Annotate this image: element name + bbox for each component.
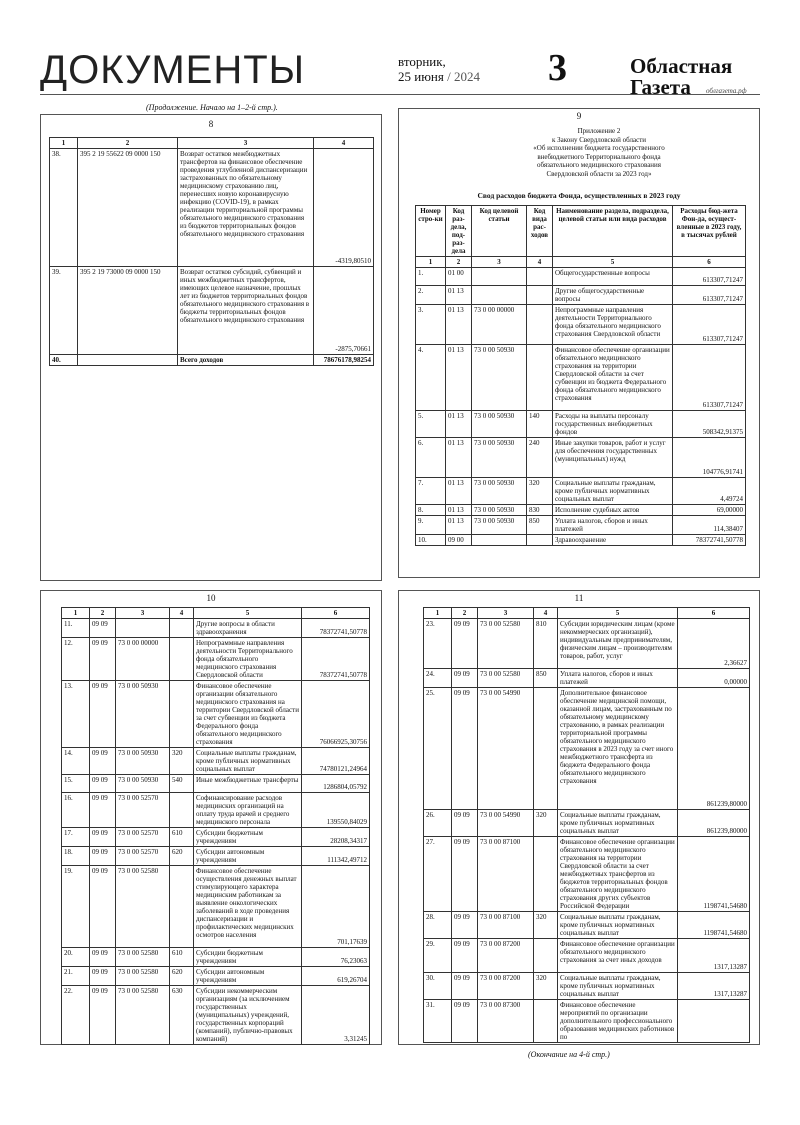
- expense-name: Субсидии автономным учреждениям: [194, 847, 302, 866]
- row-number: 22.: [62, 986, 90, 1045]
- amount: 104776,91741: [673, 438, 746, 478]
- amount: 74780121,24964: [302, 748, 370, 775]
- target-code: 73 0 00 54990: [478, 810, 534, 837]
- amount: 508342,91375: [673, 411, 746, 438]
- row-number: 28.: [424, 912, 452, 939]
- expense-kind-code: 140: [527, 411, 553, 438]
- section-code: 09 09: [452, 939, 478, 973]
- expense-kind-code: 850: [527, 516, 553, 535]
- column-number: 1: [416, 257, 446, 268]
- section-code: 01 13: [446, 286, 472, 305]
- expense-kind-code: 810: [534, 619, 558, 669]
- column-number-row: [416, 257, 746, 268]
- expense-name: Субсидии бюджетным учреждениям: [194, 948, 302, 967]
- target-code: 73 0 00 50930: [472, 345, 527, 411]
- row-number: 5.: [416, 411, 446, 438]
- table-row: [416, 286, 746, 305]
- expense-kind-code: [170, 866, 194, 948]
- section-code: 09 09: [90, 986, 116, 1045]
- expense-name: Непрограммные направления деятельности Территориального фонда обязательного медицинского страхования Свердловской области: [553, 305, 673, 345]
- expense-kind-code: 610: [170, 948, 194, 967]
- section-code: 09 09: [90, 967, 116, 986]
- table-row: [424, 1000, 750, 1043]
- expense-name: Финансовое обеспечение организации обязательного медицинского страхования на территории Свердловской области за счет межбюджетных трансфертов из бюджетов территориальных фондов обязательного медицинского страхования других субъектов Российской Федерации: [558, 837, 678, 912]
- appendix-line: к Закону Свердловской области: [551, 135, 647, 144]
- row-number: 26.: [424, 810, 452, 837]
- column-header: Код раз-дела, под-раз-дела: [446, 206, 472, 257]
- logo-line-2: Газета: [630, 75, 691, 99]
- expense-kind-code: [170, 681, 194, 748]
- target-code: 73 0 00 50930: [472, 505, 527, 516]
- table-row: [62, 748, 370, 775]
- row-number: 23.: [424, 619, 452, 669]
- target-code: 73 0 00 50930: [116, 775, 170, 793]
- section-code: 01 13: [446, 345, 472, 411]
- column-number: 2: [446, 257, 472, 268]
- column-number: 2: [78, 138, 178, 149]
- amount: 3,31245: [302, 986, 370, 1045]
- table-row: [62, 986, 370, 1045]
- section-code: 01 13: [446, 516, 472, 535]
- target-code: 73 0 00 87100: [478, 837, 534, 912]
- column-number-row: [62, 608, 370, 619]
- logo-line-1: Областная: [630, 54, 733, 78]
- column-number-row: [424, 608, 750, 619]
- row-number: 6.: [416, 438, 446, 478]
- issue-year: / 2024: [447, 69, 480, 84]
- amount: 78372741,50778: [673, 535, 746, 546]
- table-row: [424, 669, 750, 688]
- issue-day: 25 июня: [398, 69, 444, 84]
- expense-name: Социальные выплаты гражданам, кроме публичных нормативных социальных выплат: [558, 912, 678, 939]
- row-number: 20.: [62, 948, 90, 967]
- expense-kind-code: 320: [534, 810, 558, 837]
- amount: 78372741,50778: [302, 638, 370, 681]
- expense-table: [415, 205, 746, 546]
- amount: 613307,71247: [673, 286, 746, 305]
- table-row: [62, 775, 370, 793]
- table-row: [424, 939, 750, 973]
- table-row: [416, 345, 746, 411]
- amount: [678, 1000, 750, 1043]
- expense-kind-code: [170, 793, 194, 828]
- row-number: 1.: [416, 268, 446, 286]
- amount: 1198741,54680: [678, 912, 750, 939]
- column-number: 6: [302, 608, 370, 619]
- table-row: [50, 355, 374, 366]
- amount: 1317,13287: [678, 939, 750, 973]
- table-row: [424, 810, 750, 837]
- expense-kind-code: [527, 268, 553, 286]
- section-code: 09 09: [90, 793, 116, 828]
- target-code: 73 0 00 52580: [478, 669, 534, 688]
- amount: 69,00000: [673, 505, 746, 516]
- expense-name: Уплата налогов, сборов и иных платежей: [558, 669, 678, 688]
- amount: 139550,84029: [302, 793, 370, 828]
- row-number: 39.: [50, 267, 78, 355]
- section-code: 09 09: [90, 638, 116, 681]
- expense-name: Финансовое обеспечение организации обязательного медицинского страхования на территории Свердловской области за счет субвенции из бюджета Федерального фонда обязательного медицинского страхования: [194, 681, 302, 748]
- column-number: 1: [62, 608, 90, 619]
- expense-kind-code: [534, 1000, 558, 1043]
- expense-kind-code: 620: [170, 967, 194, 986]
- section-code: 09 09: [90, 748, 116, 775]
- column-number-row: [50, 138, 374, 149]
- column-header: Расходы бюд-жета Фон-да, осущест-вленные в 2023 году, в тысячах рублей: [673, 206, 746, 257]
- row-number: 24.: [424, 669, 452, 688]
- target-code: 73 0 00 87100: [478, 912, 534, 939]
- expense-kind-code: 320: [170, 748, 194, 775]
- income-table: [49, 137, 374, 366]
- column-number: 4: [534, 608, 558, 619]
- column-number: 4: [170, 608, 194, 619]
- target-code: 73 0 00 52580: [478, 619, 534, 669]
- expense-name: Финансовое обеспечение мероприятий по организации дополнительного профессионального образования медицинских работников по: [558, 1000, 678, 1043]
- amount: 76,23063: [302, 948, 370, 967]
- expense-name: Расходы на выплаты персоналу государственных внебюджетных фондов: [553, 411, 673, 438]
- table-row: [424, 973, 750, 1000]
- column-number: 6: [673, 257, 746, 268]
- continuation-note: (Продолжение. Начало на 1–2-й стр.).: [146, 103, 278, 112]
- column-number: 1: [424, 608, 452, 619]
- income-name: Возврат остатков субсидий, субвенций и иных межбюджетных трансфертов, имеющих целевое назначение, прошлых лет из бюджетов территориальных фондов обязательного медицинского страхования в бюджеты территориальных фондов обязательного медицинского страхования: [178, 267, 314, 355]
- expense-kind-code: [527, 286, 553, 305]
- expense-kind-code: 630: [170, 986, 194, 1045]
- column-header: Код целевой статьи: [472, 206, 527, 257]
- expense-kind-code: [170, 638, 194, 681]
- column-number: 1: [50, 138, 78, 149]
- income-name: Всего доходов: [178, 355, 314, 366]
- target-code: 73 0 00 54990: [478, 688, 534, 810]
- row-number: 29.: [424, 939, 452, 973]
- document-page-8: [40, 114, 382, 581]
- document-page-11: [398, 590, 760, 1045]
- appendix-line: «Об исполнении бюджета государственного: [533, 144, 665, 152]
- expense-kind-code: [527, 345, 553, 411]
- page-number: 3: [548, 47, 567, 89]
- page-label: 11: [574, 593, 584, 603]
- row-number: 2.: [416, 286, 446, 305]
- column-header: Код вида рас-ходов: [527, 206, 553, 257]
- appendix-line: внебюджетного Территориального фонда: [537, 152, 661, 161]
- target-code: 73 0 00 00000: [116, 638, 170, 681]
- expense-name: Иные межбюджетные трансферты: [194, 775, 302, 793]
- row-number: 8.: [416, 505, 446, 516]
- expense-table: [423, 607, 750, 1043]
- expense-name: Финансовое обеспечение организации обязательного медицинского страхования на территории Свердловской области за счет субвенции из бюджета Федерального фонда обязательного медицинского страхования: [553, 345, 673, 411]
- section-code: 01 13: [446, 478, 472, 505]
- end-note: (Окончание на 4-й стр.): [528, 1050, 610, 1059]
- column-number: 2: [90, 608, 116, 619]
- row-number: 16.: [62, 793, 90, 828]
- table-row: [424, 619, 750, 669]
- expense-name: Субсидии некоммерческим организациям (за исключением государственных (муниципальных) учреждений, государственных корпораций (компаний), публично-правовых компаний): [194, 986, 302, 1045]
- section-code: 09 09: [452, 688, 478, 810]
- table-row: [62, 793, 370, 828]
- amount: 114,38407: [673, 516, 746, 535]
- row-number: 14.: [62, 748, 90, 775]
- amount: 76066925,30756: [302, 681, 370, 748]
- table-row: [62, 866, 370, 948]
- amount: 861239,80000: [678, 810, 750, 837]
- expense-name: Иные закупки товаров, работ и услуг для обеспечения государственных (муниципальных) нужд: [553, 438, 673, 478]
- expense-kind-code: 610: [170, 828, 194, 847]
- section-code: 09 00: [446, 535, 472, 546]
- table-row: [50, 267, 374, 355]
- expense-kind-code: [527, 535, 553, 546]
- section-code: 09 09: [90, 866, 116, 948]
- table-row: [62, 638, 370, 681]
- row-number: 12.: [62, 638, 90, 681]
- table-row: [424, 912, 750, 939]
- expense-table: [61, 607, 370, 1045]
- row-number: 7.: [416, 478, 446, 505]
- target-code: 73 0 00 50930: [116, 748, 170, 775]
- target-code: 73 0 00 00000: [472, 305, 527, 345]
- expense-kind-code: 620: [170, 847, 194, 866]
- expense-name: Другие общегосударственные вопросы: [553, 286, 673, 305]
- section-code: 09 09: [90, 828, 116, 847]
- expense-kind-code: [527, 305, 553, 345]
- row-number: 30.: [424, 973, 452, 1000]
- expense-name: Финансовое обеспечение организации обязательного медицинского страхования за счет иных доходов: [558, 939, 678, 973]
- column-number: 2: [452, 608, 478, 619]
- column-header: Номер стро-ки: [416, 206, 446, 257]
- section-code: 09 09: [452, 810, 478, 837]
- column-number: 4: [314, 138, 374, 149]
- amount: 2,36627: [678, 619, 750, 669]
- amount: 78676178,98254: [314, 355, 374, 366]
- expense-name: Исполнение судебных актов: [553, 505, 673, 516]
- column-number: 4: [527, 257, 553, 268]
- income-code: 395 2 19 73000 09 0000 150: [78, 267, 178, 355]
- amount: -2875,70661: [314, 267, 374, 355]
- target-code: 73 0 00 50930: [472, 516, 527, 535]
- column-number: 6: [678, 608, 750, 619]
- expense-name: Уплата налогов, сборов и иных платежей: [553, 516, 673, 535]
- column-number: 5: [558, 608, 678, 619]
- amount: -4319,80510: [314, 149, 374, 267]
- issue-weekday: вторник,: [398, 54, 446, 69]
- column-number: 3: [472, 257, 527, 268]
- expense-kind-code: [534, 939, 558, 973]
- expense-name: Финансовое обеспечение осуществления денежных выплат стимулирующего характера медицинским работникам за выявление онкологических заболеваний в ходе проведения диспансеризации и профилактических медицинских осмотров населения: [194, 866, 302, 948]
- column-number: 5: [553, 257, 673, 268]
- amount: 111342,49712: [302, 847, 370, 866]
- table-row: [416, 478, 746, 505]
- expense-name: Субсидии бюджетным учреждениям: [194, 828, 302, 847]
- table-row: [424, 688, 750, 810]
- section-code: 01 13: [446, 411, 472, 438]
- amount: 613307,71247: [673, 305, 746, 345]
- table-row: [416, 411, 746, 438]
- amount: 0,00000: [678, 669, 750, 688]
- section-code: 09 09: [452, 973, 478, 1000]
- amount: 613307,71247: [673, 268, 746, 286]
- document-page-9: [398, 108, 760, 578]
- table-row: [416, 535, 746, 546]
- target-code: [472, 268, 527, 286]
- income-code: 395 2 19 55622 09 0000 150: [78, 149, 178, 267]
- section-code: 09 09: [452, 669, 478, 688]
- target-code: 73 0 00 52580: [116, 866, 170, 948]
- target-code: 73 0 00 52570: [116, 847, 170, 866]
- income-code: [78, 355, 178, 366]
- section-code: 09 09: [452, 619, 478, 669]
- target-code: 73 0 00 52580: [116, 948, 170, 967]
- amount: 1198741,54680: [678, 837, 750, 912]
- section-code: 09 09: [452, 912, 478, 939]
- appendix-line: обязательного медицинского страхования: [536, 161, 662, 169]
- expense-name: Субсидии юридическим лицам (кроме некоммерческих организаций), индивидуальным предпринимателям, физическим лицам – производителям товаров, работ, услуг: [558, 619, 678, 669]
- target-code: 73 0 00 87300: [478, 1000, 534, 1043]
- row-number: 25.: [424, 688, 452, 810]
- amount: 619,26704: [302, 967, 370, 986]
- amount: 4,49724: [673, 478, 746, 505]
- row-number: 4.: [416, 345, 446, 411]
- expense-name: Социальные выплаты гражданам, кроме публичных нормативных социальных выплат: [558, 973, 678, 1000]
- table-row: [62, 847, 370, 866]
- expense-kind-code: 320: [534, 973, 558, 1000]
- target-code: 73 0 00 52570: [116, 793, 170, 828]
- expense-kind-code: 320: [534, 912, 558, 939]
- target-code: 73 0 00 87200: [478, 973, 534, 1000]
- amount: 613307,71247: [673, 345, 746, 411]
- row-number: 21.: [62, 967, 90, 986]
- target-code: 73 0 00 50930: [472, 478, 527, 505]
- target-code: 73 0 00 52580: [116, 986, 170, 1045]
- table-row: [424, 837, 750, 912]
- table-row: [416, 438, 746, 478]
- row-number: 19.: [62, 866, 90, 948]
- table-row: [62, 967, 370, 986]
- page-label: 9: [576, 111, 582, 121]
- table-row: [62, 619, 370, 638]
- row-number: 3.: [416, 305, 446, 345]
- page-label: 8: [208, 119, 214, 129]
- document-page-10: [40, 590, 382, 1045]
- table-row: [416, 268, 746, 286]
- appendix-heading: [399, 127, 759, 178]
- section-code: 01 00: [446, 268, 472, 286]
- expense-name: Другие вопросы в области здравоохранения: [194, 619, 302, 638]
- column-number: 3: [178, 138, 314, 149]
- target-code: 73 0 00 52580: [116, 967, 170, 986]
- section-code: 01 13: [446, 305, 472, 345]
- header-row: [416, 206, 746, 257]
- issue-date: [398, 54, 480, 84]
- target-code: 73 0 00 50930: [116, 681, 170, 748]
- expense-name: Софинансирование расходов медицинских организаций на оплату труда врачей и среднего медицинского персонала: [194, 793, 302, 828]
- appendix-line: Приложение 2: [577, 127, 621, 135]
- target-code: 73 0 00 87200: [478, 939, 534, 973]
- row-number: 18.: [62, 847, 90, 866]
- expense-name: Социальные выплаты гражданам, кроме публичных нормативных социальных выплат: [194, 748, 302, 775]
- table-row: [416, 516, 746, 535]
- amount: 78372741,50778: [302, 619, 370, 638]
- amount: 1286804,05792: [302, 775, 370, 793]
- row-number: 13.: [62, 681, 90, 748]
- section-code: 09 09: [452, 1000, 478, 1043]
- table-row: [416, 505, 746, 516]
- expense-name: Общегосударственные вопросы: [553, 268, 673, 286]
- row-number: 10.: [416, 535, 446, 546]
- section-code: 01 13: [446, 438, 472, 478]
- table-title: Свод расходов бюджета Фонда, осуществленных в 2023 году: [477, 191, 681, 200]
- expense-kind-code: 850: [534, 669, 558, 688]
- expense-name: Социальные выплаты гражданам, кроме публичных нормативных социальных выплат: [558, 810, 678, 837]
- row-number: 40.: [50, 355, 78, 366]
- expense-kind-code: 240: [527, 438, 553, 478]
- target-code: [116, 619, 170, 638]
- amount: 701,17639: [302, 866, 370, 948]
- row-number: 38.: [50, 149, 78, 267]
- expense-name: Дополнительное финансовое обеспечение медицинской помощи, оказанной лицам, застрахованным по обязательному медицинскому страхованию, в рамках реализации территориальной программы обязательного медицинского страхования в 2023 году за счет иного межбюджетного трансферта из бюджета Федерального фонда обязательного медицинского страхования: [558, 688, 678, 810]
- section-code: 09 09: [90, 681, 116, 748]
- expense-name: Субсидии автономным учреждениям: [194, 967, 302, 986]
- expense-name: Здравоохранение: [553, 535, 673, 546]
- section-code: 09 09: [90, 619, 116, 638]
- row-number: 15.: [62, 775, 90, 793]
- table-row: [62, 681, 370, 748]
- table-row: [416, 305, 746, 345]
- column-number: 3: [478, 608, 534, 619]
- target-code: [472, 286, 527, 305]
- target-code: [472, 535, 527, 546]
- row-number: 17.: [62, 828, 90, 847]
- table-row: [50, 149, 374, 267]
- expense-kind-code: [534, 837, 558, 912]
- issue-date-line: [398, 69, 480, 84]
- row-number: 27.: [424, 837, 452, 912]
- table-row: [62, 948, 370, 967]
- section-code: 09 09: [452, 837, 478, 912]
- target-code: 73 0 00 52570: [116, 828, 170, 847]
- amount: 861239,80000: [678, 688, 750, 810]
- expense-name: Непрограммные направления деятельности Территориального фонда обязательного медицинского страхования Свердловской области: [194, 638, 302, 681]
- expense-kind-code: 320: [527, 478, 553, 505]
- expense-name: Социальные выплаты гражданам, кроме публичных нормативных социальных выплат: [553, 478, 673, 505]
- appendix-line: Свердловской области за 2023 год»: [546, 169, 652, 178]
- expense-kind-code: [170, 619, 194, 638]
- expense-kind-code: [534, 688, 558, 810]
- section-code: 09 09: [90, 948, 116, 967]
- page-label: 10: [206, 593, 216, 603]
- target-code: 73 0 00 50930: [472, 411, 527, 438]
- expense-kind-code: 830: [527, 505, 553, 516]
- section-title: ДОКУМЕНТЫ: [40, 48, 306, 92]
- column-number: 3: [116, 608, 170, 619]
- row-number: 31.: [424, 1000, 452, 1043]
- column-header: Наименование раздела, подраздела, целевой статьи или вида расходов: [553, 206, 673, 257]
- table-row: [62, 828, 370, 847]
- amount: 1317,13287: [678, 973, 750, 1000]
- row-number: 9.: [416, 516, 446, 535]
- expense-kind-code: 540: [170, 775, 194, 793]
- income-name: Возврат остатков межбюджетных трансфертов на финансовое обеспечение проведения углубленной диспансеризации застрахованных по обязательному медицинскому страхованию лиц, перенесших новую коронавирусную инфекцию (COVID-19), в рамках реализации территориальной программы обязательного медицинского страхования из бюджетов территориальных фондов обязательного медицинского страхования: [178, 149, 314, 267]
- section-code: 01 13: [446, 505, 472, 516]
- section-code: 09 09: [90, 847, 116, 866]
- amount: 28208,34317: [302, 828, 370, 847]
- page-number-rule: [500, 94, 590, 95]
- section-code: 09 09: [90, 775, 116, 793]
- row-number: 11.: [62, 619, 90, 638]
- target-code: 73 0 00 50930: [472, 438, 527, 478]
- site-url: облгазета.рф: [706, 87, 747, 95]
- column-number: 5: [194, 608, 302, 619]
